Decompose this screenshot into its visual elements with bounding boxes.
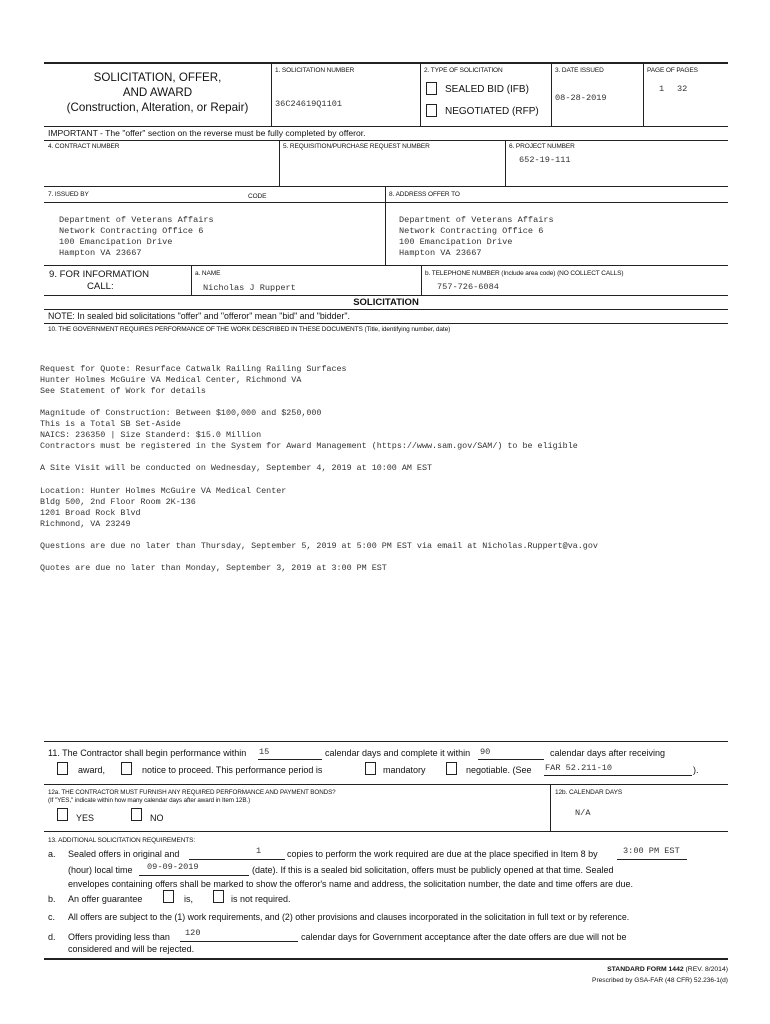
due-time-field[interactable]: [617, 846, 687, 860]
item-11-text-1: 11. The Contractor shall begin performance within: [48, 748, 247, 758]
item-13b-text: An offer guarantee: [68, 894, 143, 904]
telephone-value[interactable]: 757-726-6084: [437, 282, 499, 292]
date-issued-value[interactable]: 08-28-2019: [555, 93, 607, 103]
bonds-yes-checkbox[interactable]: [57, 808, 68, 821]
guarantee-is-label: is,: [184, 894, 193, 904]
item-12a-label: 12a. THE CONTRACTOR MUST FURNISH ANY REQUIRED PERFORMANCE AND PAYMENT BONDS?: [48, 789, 336, 796]
issued-by-address[interactable]: Department of Veterans Affairs Network Contracting Office 6 100 Emancipation Drive Hampton VA 23667: [59, 215, 214, 258]
requisition-number-label: 5. REQUISITION/PURCHASE REQUEST NUMBER: [283, 143, 430, 150]
for-information-label: 9. FOR INFORMATION: [49, 269, 150, 280]
type-of-solicitation-label: 2. TYPE OF SOLICITATION: [424, 67, 503, 74]
form-revision: (REV. 8/2014): [685, 966, 728, 973]
item-13a-letter: a.: [48, 849, 56, 859]
days-begin-field[interactable]: [258, 746, 322, 760]
notice-label: notice to proceed. This performance period is: [142, 765, 323, 775]
item-13b-letter: b.: [48, 894, 56, 904]
item-13d-text-1: Offers providing less than: [68, 932, 170, 942]
item-13d-text-2: calendar days for Government acceptance after the date offers are due will not be: [301, 932, 627, 942]
form-title-line-2: AND AWARD: [122, 86, 193, 99]
project-number-value[interactable]: 652-19-111: [519, 155, 571, 165]
issued-by-label: 7. ISSUED BY: [48, 191, 89, 198]
due-time-value: 3:00 PM EST: [623, 846, 680, 856]
item-13a-text-2: copies to perform the work required are due at the place specified in Item 8 by: [287, 849, 598, 859]
days-begin-value: 15: [259, 747, 270, 757]
negotiated-label: NEGOTIATED (RFP): [445, 106, 539, 117]
item-10-label: 10. THE GOVERNMENT REQUIRES PERFORMANCE OF THE WORK DESCRIBED IN THESE DOCUMENTS (Title, identifying number, date): [48, 326, 451, 333]
page-number[interactable]: 1: [659, 84, 665, 94]
negotiable-checkbox[interactable]: [446, 762, 457, 775]
item-11-close: ).: [693, 765, 699, 775]
item-12b-label: 12b. CALENDAR DAYS: [555, 789, 623, 796]
solicitation-number-label: 1. SOLICITATION NUMBER: [275, 67, 355, 74]
copies-value: 1: [256, 846, 262, 856]
calendar-days-value[interactable]: N/A: [575, 808, 591, 818]
address-offer-to[interactable]: Department of Veterans Affairs Network Contracting Office 6 100 Emancipation Drive Hampton VA 23667: [399, 215, 554, 258]
call-label: CALL:: [87, 281, 114, 292]
item-13d-letter: d.: [48, 932, 56, 942]
name-label: a. NAME: [195, 270, 221, 277]
item-13a-text-1: Sealed offers in original and: [68, 849, 180, 859]
due-date-field[interactable]: [139, 862, 249, 876]
item-13-label: 13. ADDITIONAL SOLICITATION REQUIREMENTS:: [48, 837, 196, 844]
sealed-bid-label: SEALED BID (IFB): [445, 84, 529, 95]
acceptance-days-value: 120: [185, 928, 201, 938]
days-complete-value: 90: [480, 747, 491, 757]
bonds-no-label: NO: [150, 813, 164, 823]
date-issued-label: 3. DATE ISSUED: [555, 67, 604, 74]
due-date-value: 09-09-2019: [147, 862, 199, 872]
contact-name[interactable]: Nicholas J Ruppert: [203, 283, 296, 293]
item-12a-sub: (If "YES," indicate within how many calendar days after award in Item 12B.): [48, 797, 251, 804]
guarantee-is-checkbox[interactable]: [163, 890, 174, 903]
form-title-line-3: (Construction, Alteration, or Repair): [66, 101, 249, 114]
item-13a-text-4: (date). If this is a sealed bid solicitation, offers must be publicly opened at that time. Sealed: [252, 865, 614, 875]
form-number-title: STANDARD FORM 1442: [607, 966, 684, 973]
item-11-text-3: calendar days after receiving: [550, 748, 666, 758]
total-pages[interactable]: 32: [677, 84, 688, 94]
solicitation-heading: SOLICITATION: [353, 297, 419, 308]
far-reference-value: FAR 52.211-10: [545, 763, 613, 773]
notice-to-proceed-checkbox[interactable]: [121, 762, 132, 775]
bonds-yes-label: YES: [76, 813, 95, 823]
address-offer-label: 8. ADDRESS OFFER TO: [389, 191, 460, 198]
form-title-line-1: SOLICITATION, OFFER,: [93, 71, 222, 84]
item-13a-text-5: envelopes containing offers shall be marked to show the offeror's name and address, the solicitation number, the date and time offers are due.: [68, 879, 634, 889]
form-number: [530, 966, 728, 973]
form-title: [44, 70, 271, 115]
item-13d-text-3: considered and will be rejected.: [68, 944, 195, 954]
guarantee-not-label: is not required.: [231, 894, 291, 904]
code-label: CODE: [248, 193, 267, 200]
mandatory-checkbox[interactable]: [365, 762, 376, 775]
bonds-no-checkbox[interactable]: [131, 808, 142, 821]
sealed-bid-checkbox[interactable]: [426, 82, 437, 95]
acceptance-days-field[interactable]: [180, 928, 298, 942]
far-reference-field[interactable]: [544, 762, 692, 776]
item-13a-text-3: (hour) local time: [68, 865, 133, 875]
guarantee-not-checkbox[interactable]: [213, 890, 224, 903]
copies-field[interactable]: [189, 846, 285, 860]
telephone-label: b. TELEPHONE NUMBER (Include area code) (NO COLLECT CALLS): [425, 270, 624, 277]
project-number-label: 6. PROJECT NUMBER: [509, 143, 575, 150]
mandatory-label: mandatory: [383, 765, 426, 775]
item-13c-text: All offers are subject to the (1) work requirements, and (2) other provisions and clauses incorporated in the solicitation in full text or by reference.: [68, 912, 630, 922]
award-label: award,: [78, 765, 106, 775]
days-complete-field[interactable]: [478, 746, 544, 760]
prescribed-by: Prescribed by GSA-FAR (48 CFR) 52.236-1(d): [592, 977, 728, 984]
page-of-pages-label: PAGE OF PAGES: [647, 67, 698, 74]
contract-number-label: 4. CONTRACT NUMBER: [48, 143, 120, 150]
solicitation-note: NOTE: In sealed bid solicitations "offer" and "offeror" mean "bid" and "bidder".: [48, 311, 350, 321]
item-13c-letter: c.: [48, 912, 56, 922]
negotiated-checkbox[interactable]: [426, 104, 437, 117]
solicitation-number-value[interactable]: 36C24619Q1101: [275, 99, 343, 109]
award-checkbox[interactable]: [57, 762, 68, 775]
negotiable-label: negotiable. (See: [466, 765, 532, 775]
item-11-text-2: calendar days and complete it within: [325, 748, 471, 758]
work-description[interactable]: Request for Quote: Resurface Catwalk Railing Railing Surfaces Hunter Holmes McGuire VA Medical Center, Richmond VA See Statement of Work for details Magnitude of Construction: Between $100,000 and $250,000 This is a Total SB Set-Aside NAICS: 236350 | Size Standerd: $15.0 Million Contractors must be registered in the System for Award Management (https://www.sam.gov/SAM/) to be eligible A Site Visit will be conducted on Wednesday, September 4, 2019 at 10:00 AM EST Location: Hunter Holmes McGuire VA Medical Center Bldg 500, 2nd Floor Room 2K-136 1201 Broad Rock Blvd Richmond, VA 23249 Questions are due no later than Thursday, September 5, 2019 at 5:00 PM EST via email at Nicholas.Ruppert@va.gov Quotes are due no later than Monday, September 3, 2019 at 3:00 PM EST: [40, 364, 598, 573]
important-notice: IMPORTANT - The "offer" section on the reverse must be fully completed by offeror.: [48, 128, 366, 138]
